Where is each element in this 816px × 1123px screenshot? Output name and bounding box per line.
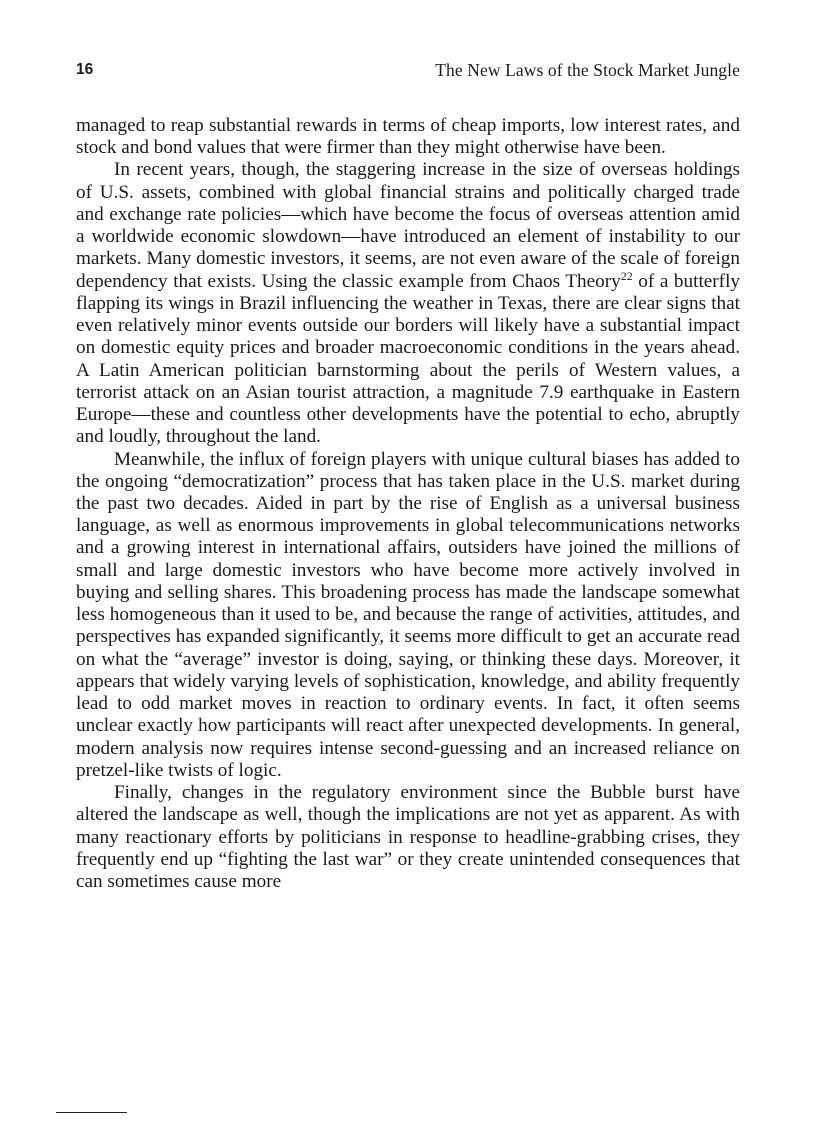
running-header (76, 58, 740, 84)
page-number: 16 (76, 61, 94, 78)
footnote-divider (56, 1112, 127, 1113)
paragraph-1: managed to reap substantial rewards in terms of cheap imports, low interest rates, and stock and bond values that were firmer than they might otherwise have been. (76, 115, 740, 159)
paragraph-3: Meanwhile, the influx of foreign players with unique cultural biases has added to the ongoing “democratization” process that has taken place in the U.S. market during the past two decades. Aided in part by the rise of English as a universal business language, as well as enormous improvements in global telecommunications networks and a growing interest in international affairs, outsiders have joined the millions of small and large domestic investors who have become more actively involved in buying and selling shares. This broadening process has made the landscape somewhat less homogeneous than it used to be, and because the range of activities, attitudes, and perspectives has expanded significantly, it seems more difficult to get an accurate read on what the “average” investor is doing, saying, or thinking these days. Moreover, it appears that widely varying levels of sophistication, knowledge, and ability frequently lead to odd market moves in reaction to ordinary events. In fact, it often seems unclear exactly how participants will react after unexpected developments. In general, modern analysis now requires intense second-guessing and an increased reliance on pretzel-like twists of logic. (76, 448, 740, 781)
paragraph-2-text-a: In recent years, though, the staggering increase in the size of overseas holdings of U.S. assets, combined with global financial strains and politically charged trade and exchange rate policies—which have become the focus of overseas attention amid a worldwide economic slowdown—have introduced an element of instability to our markets. Many domestic investors, it seems, are not even aware of the scale of foreign dependency that exists. Using the classic example from Chaos Theory (76, 159, 740, 292)
body-text (76, 115, 740, 893)
running-title: The New Laws of the Stock Market Jungle (435, 60, 740, 80)
paragraph-2-text-b: of a butterfly flapping its wings in Brazil influencing the weather in Texas, there are clear signs that even relatively minor events outside our borders will likely have a substantial impact on domestic equity prices and broader macroeconomic conditions in the years ahead. A Latin American politician barnstorming about the perils of Western values, a terrorist attack on an Asian tourist attraction, a magnitude 7.9 earthquake in Eastern Europe—these and countless other developments have the potential to echo, abruptly and loudly, throughout the land. (76, 270, 740, 448)
footnote-ref[interactable]: 22 (620, 268, 633, 283)
paragraph-2 (76, 159, 740, 448)
paragraph-4: Finally, changes in the regulatory environment since the Bubble burst have altered the landscape as well, though the implications are not yet as apparent. As with many reactionary efforts by politicians in response to headline-grabbing crises, they frequently end up “fighting the last war” or they create unintended consequences that can sometimes cause more (76, 782, 740, 892)
